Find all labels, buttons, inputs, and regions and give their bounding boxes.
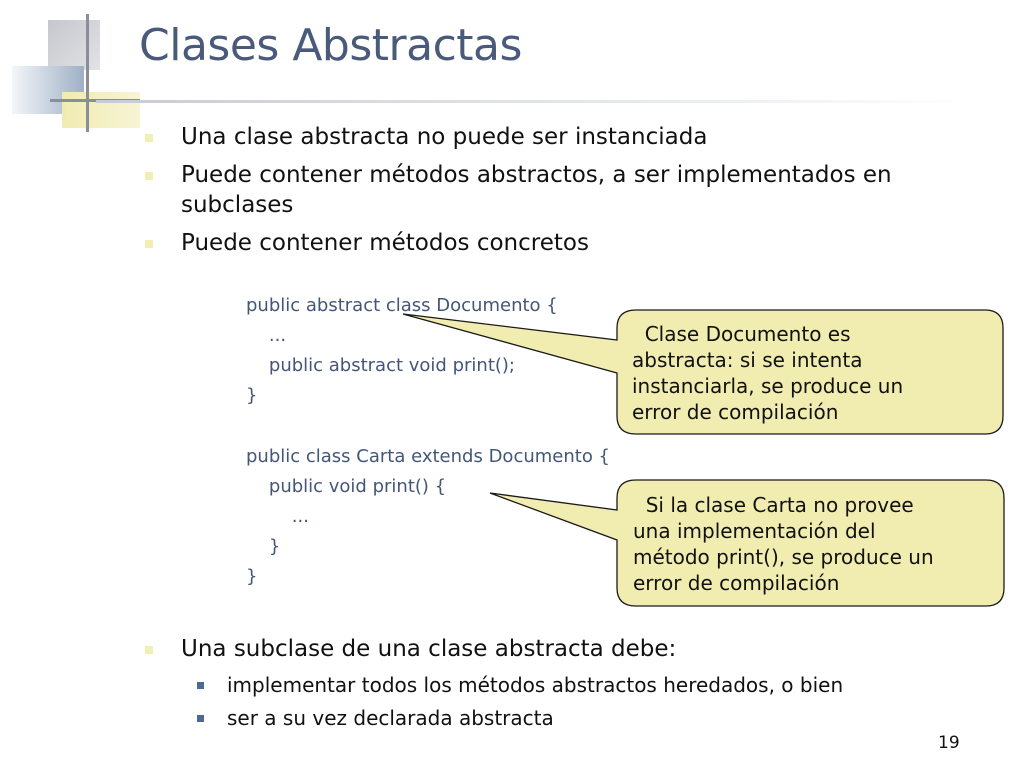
bullet-text: Puede contener métodos abstractos, a ser implementados en subclases (181, 162, 892, 218)
bullet-text: Puede contener métodos concretos (181, 230, 589, 256)
slide-title: Clases Abstractas (139, 20, 522, 71)
code-line: public abstract void print(); (246, 355, 515, 376)
sub-bullet-item (227, 672, 987, 698)
callout-text-2: Si la clase Carta no provee una implementación del método print(), se produce un error de compilación (633, 493, 934, 595)
bullet-marker (145, 646, 153, 654)
sub-bullet-marker (197, 682, 204, 689)
sub-bullet-text: ser a su vez declarada abstracta (227, 706, 554, 730)
code-line: } (246, 536, 281, 557)
sub-bullet-text: implementar todos los métodos abstractos heredados, o bien (227, 673, 844, 697)
bullet-text: Una subclase de una clase abstracta debe: (181, 636, 677, 662)
sub-bullet-marker (197, 715, 204, 722)
bullet-item (181, 634, 971, 664)
code-line: } (246, 385, 258, 406)
code-line: ... (246, 325, 287, 346)
page-number: 19 (938, 733, 960, 753)
code-line: public void print() { (246, 476, 447, 497)
sub-bullet-item (227, 705, 987, 731)
code-line: ... (246, 506, 309, 527)
code-line: public abstract class Documento { (246, 295, 558, 316)
callout-text-1: Clase Documento es abstracta: si se intenta instanciarla, se produce un error de compilación (632, 322, 904, 424)
bullet-text: Una clase abstracta no puede ser instanciada (181, 124, 708, 150)
code-line: } (246, 566, 258, 587)
code-line: public class Carta extends Documento { (246, 446, 611, 467)
